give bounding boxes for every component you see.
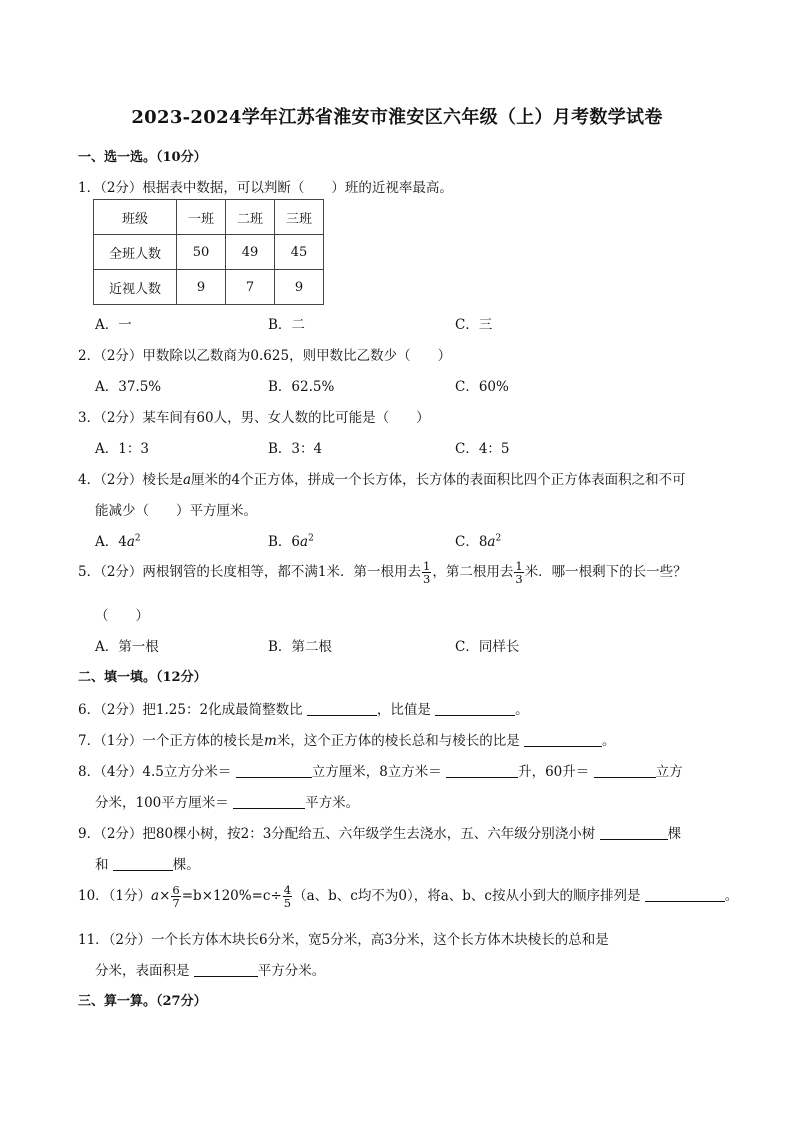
class-data-table <box>93 199 324 305</box>
answer-blank[interactable] <box>236 763 312 778</box>
fraction-one-third: $\frac{1}{3}$ <box>423 559 431 586</box>
table-cell: 三班 <box>275 200 324 235</box>
table-cell: 班级 <box>94 200 177 235</box>
question-1-stem: 1．（2分）根据表中数据，可以判断（ ）班的近视率最高。 <box>78 180 453 196</box>
table-header-row <box>94 200 324 235</box>
answer-blank[interactable] <box>600 825 668 840</box>
section-heading-1: 一、选一选。（10分） <box>78 150 207 165</box>
option-b: B．二 <box>268 317 305 333</box>
answer-blank[interactable] <box>307 701 377 716</box>
table-cell: 一班 <box>177 200 226 235</box>
answer-blank[interactable] <box>435 701 515 716</box>
variable-m: m <box>263 733 277 749</box>
table-row <box>94 270 324 305</box>
option-b: B．$6a^2$ <box>268 533 314 550</box>
question-2-stem: 2．（2分）甲数除以乙数商为0.625，则甲数比乙数少（ ） <box>78 348 452 364</box>
question-9-stem: 9．（2分）把80棵小树，按2：3分配给五、六年级学生去浇水，五、六年级分别浇小树 棵 <box>78 826 682 842</box>
question-8-stem-line2: 分米，100平方厘米＝ 平方米。 <box>95 795 360 811</box>
question-4-stem: 4．（2分）棱长是a厘米的4个正方体，拼成一个长方体，长方体的表面积比四个正方体表面积之和不可 <box>78 472 686 488</box>
option-c: C．三 <box>455 317 493 333</box>
table-cell: 50 <box>177 235 226 270</box>
fraction-one-third: $\frac{1}{3}$ <box>515 559 523 586</box>
table-cell: 二班 <box>226 200 275 235</box>
answer-blank[interactable] <box>233 794 305 809</box>
table-cell: 7 <box>226 270 275 305</box>
fraction-four-fifths: $\frac{4}{5}$ <box>283 883 292 910</box>
answer-blank[interactable] <box>524 732 602 747</box>
question-6-stem: 6．（2分）把1.25：2化成最简整数比 ，比值是 。 <box>78 702 529 718</box>
answer-blank[interactable] <box>645 887 725 902</box>
table-cell: 9 <box>177 270 226 305</box>
option-c: C．同样长 <box>455 639 520 655</box>
table-row <box>94 235 324 270</box>
option-c: C．4：5 <box>455 441 510 457</box>
option-a: A．一 <box>95 317 132 333</box>
question-3-stem: 3．（2分）某车间有60人，男、女人数的比可能是（ ） <box>78 410 430 426</box>
option-b: B．62.5% <box>268 379 335 395</box>
question-4-stem-line2: 能减少（ ）平方厘米。 <box>95 503 257 519</box>
question-5-stem-line2: （ ） <box>95 608 149 624</box>
question-5-stem: 5．（2分）两根钢管的长度相等，都不满1米．第一根用去 $\frac{1}{3}$ ，第二根用去 $\frac{1}{3}$ 米．哪一根剩下的长一些？ <box>78 559 687 586</box>
section-heading-3: 三、算一算。（27分） <box>78 994 207 1009</box>
section-heading-2: 二、填一填。（12分） <box>78 670 207 685</box>
table-cell: 全班人数 <box>94 235 177 270</box>
option-c: C．60% <box>455 379 509 395</box>
answer-blank[interactable] <box>113 856 173 871</box>
option-a: A．1：3 <box>95 441 149 457</box>
option-a: A．37.5% <box>95 379 162 395</box>
table-cell: 49 <box>226 235 275 270</box>
question-11-stem-line2: 分米，表面积是 平方分米。 <box>95 963 326 979</box>
question-8-stem: 8．（4分）4.5立方分米＝ 立方厘米，8立方米＝ 升，60升＝ 立方 <box>78 764 683 780</box>
option-a: A．第一根 <box>95 639 159 655</box>
option-c: C．$8a^2$ <box>455 533 502 550</box>
option-b: B．第二根 <box>268 639 332 655</box>
option-a: A．$4a^2$ <box>95 533 141 550</box>
table-cell: 45 <box>275 235 324 270</box>
table-cell: 近视人数 <box>94 270 177 305</box>
question-11-stem: 11．（2分）一个长方体木块长6分米，宽5分米，高3分米，这个长方体木块棱长的总和是 <box>78 932 609 948</box>
question-7-stem: 7．（1分）一个正方体的棱长是m米，这个正方体的棱长总和与棱长的比是 。 <box>78 733 616 749</box>
answer-blank[interactable] <box>446 763 518 778</box>
table-cell: 9 <box>275 270 324 305</box>
page-title: 2023-2024学年江苏省淮安市淮安区六年级（上）月考数学试卷 <box>131 107 663 128</box>
question-9-stem-line2: 和 棵。 <box>95 857 200 873</box>
fraction-six-sevenths: $\frac{6}{7}$ <box>172 883 180 910</box>
answer-blank[interactable] <box>594 763 656 778</box>
answer-blank[interactable] <box>194 962 258 977</box>
option-b: B．3：4 <box>268 441 323 457</box>
question-10-stem: 10．（1分）a× $\frac{6}{7}$ =b×120%=c÷ $\frac{4}{5}$ （a、b、c均不为0），将a、b、c按从小到大的顺序排列是 。 <box>78 883 739 910</box>
variable-a: a <box>182 472 191 488</box>
